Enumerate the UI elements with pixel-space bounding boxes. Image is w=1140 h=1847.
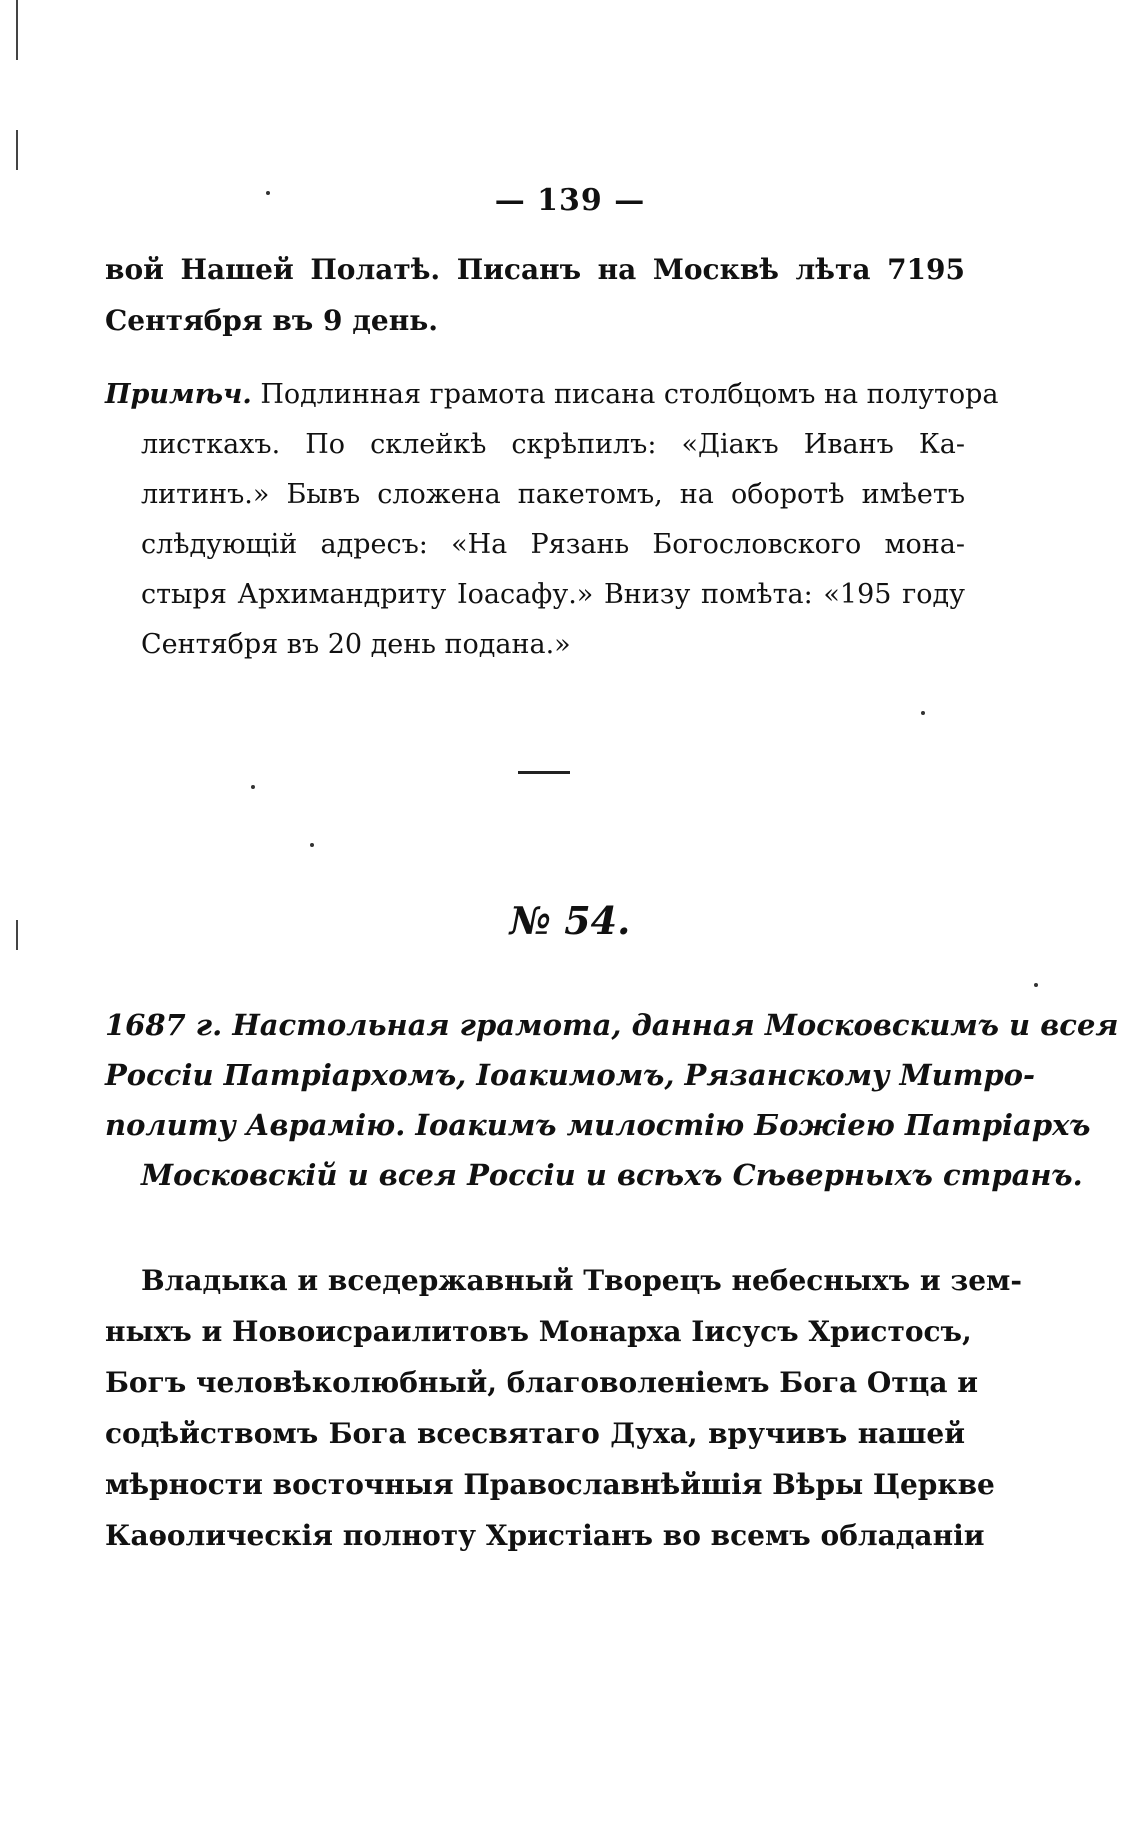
heading-line: 1687 г. Настольная грамота, данная Московскимъ и всея	[105, 1008, 1119, 1042]
scan-edge-mark	[16, 0, 18, 60]
body-line: мѣрности восточныя Православнѣйшія Вѣры Церкве	[105, 1468, 995, 1501]
heading-line: Россіи Патріархомъ, Іоакимомъ, Рязанскому Митро-	[105, 1058, 1036, 1092]
body-paragraph	[105, 1255, 1022, 1561]
heading-line: Московскій и всея Россіи и всѣхъ Сѣверныхъ странъ.	[141, 1158, 1083, 1192]
note-label: Примѣч.	[105, 379, 252, 410]
document-heading	[105, 1000, 1119, 1200]
text-line: Сентября въ 9 день.	[105, 304, 438, 337]
note-first-line-text: Подлинная грамота писана столбцомъ на полутора	[260, 379, 999, 410]
body-line: Владыка и вседержавный Творецъ небесныхъ и зем-	[141, 1264, 1022, 1297]
text-line: Сентября въ 20 день подана.»	[141, 629, 571, 660]
note-paragraph	[105, 370, 999, 670]
page-number: — 139 —	[494, 183, 646, 218]
section-divider	[518, 771, 570, 774]
scan-speck	[1034, 983, 1038, 987]
text-line: стыря Архимандриту Іоасафу.» Внизу помѣта: «195 году	[141, 579, 965, 610]
continuation-paragraph	[105, 244, 965, 346]
document-number: № 54.	[509, 898, 631, 943]
body-line: ныхъ и Новоисраилитовъ Монарха Іисусъ Христосъ,	[105, 1315, 972, 1348]
text-line: слѣдующій адресъ: «На Рязань Богословского мона-	[141, 529, 965, 560]
scan-speck	[921, 711, 925, 715]
scan-speck	[310, 843, 314, 847]
text-line: листкахъ. По склейкѣ скрѣпилъ: «Діакъ Иванъ Ка-	[141, 429, 965, 460]
text-line: вой Нашей Полатѣ. Писанъ на Москвѣ лѣта 7195	[105, 253, 965, 286]
text-line: литинъ.» Бывъ сложена пакетомъ, на оборотѣ имѣетъ	[141, 479, 965, 510]
body-line: содѣйствомъ Бога всесвятаго Духа, вручивъ нашей	[105, 1417, 965, 1450]
scan-edge-mark	[16, 130, 18, 170]
body-line: Богъ человѣколюбный, благоволеніемъ Бога Отца и	[105, 1366, 979, 1399]
body-line: Каѳолическія полноту Христіанъ во всемъ обладаніи	[105, 1519, 985, 1552]
scan-speck	[251, 785, 255, 789]
heading-line: политу Аврамію. Іоакимъ милостію Божіею Патріархъ	[105, 1108, 1091, 1142]
note-first-line	[105, 370, 999, 420]
